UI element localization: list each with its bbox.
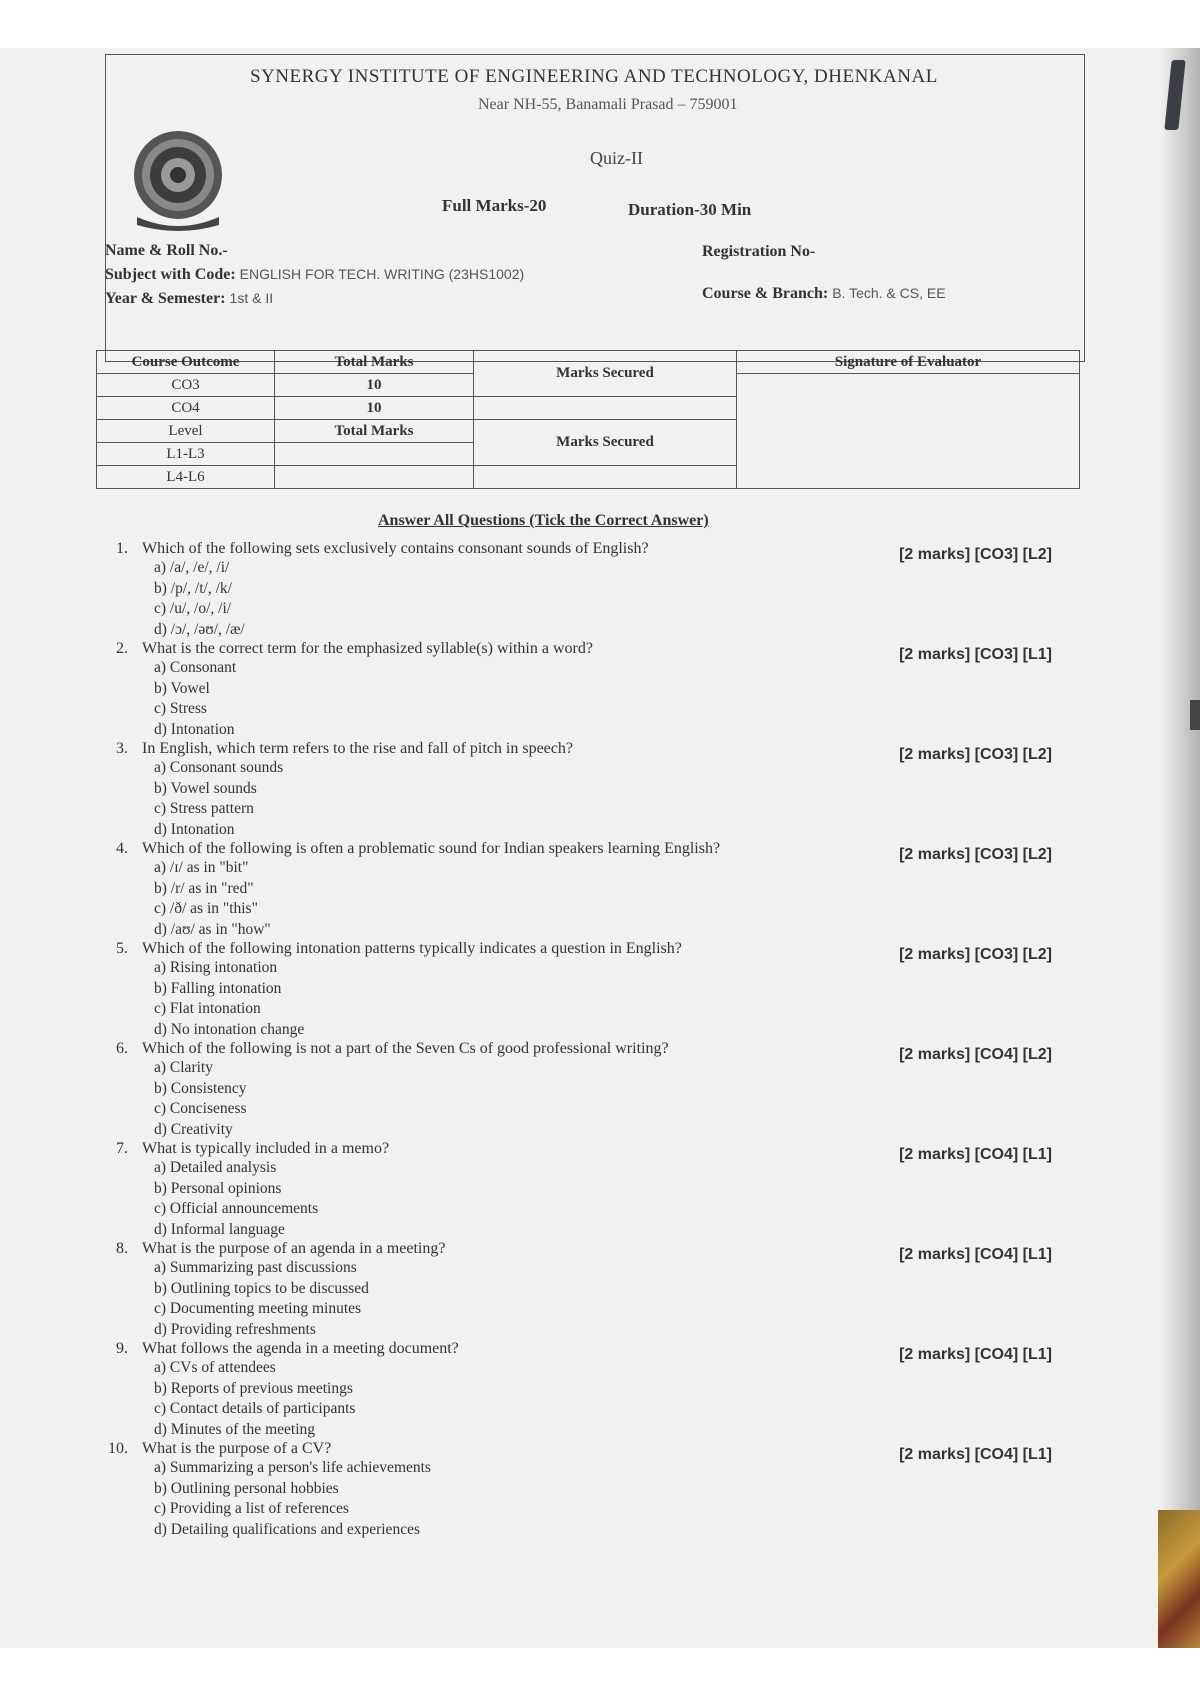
option-list <box>154 758 1090 840</box>
question-5 <box>90 940 1090 1040</box>
answer-option[interactable]: b) Personal opinions <box>154 1179 282 1197</box>
question-marks: [2 marks] [CO3] [L2] <box>899 946 1052 963</box>
question-text: In English, which term refers to the rise and fall of pitch in speech? <box>142 740 573 757</box>
question-number: 3. <box>116 740 128 757</box>
answer-option[interactable]: c) Documenting meeting minutes <box>154 1300 362 1317</box>
level-secured-header: Marks Secured <box>474 420 737 466</box>
answer-option[interactable]: b) Consistency <box>154 1079 247 1097</box>
co4-total-cell: 10 <box>275 397 474 420</box>
question-text: Which of the following is not a part of the Seven Cs of good professional writing? <box>142 1040 669 1057</box>
answer-option[interactable]: c) Stress <box>154 700 207 717</box>
answer-option[interactable]: b) Outlining topics to be discussed <box>154 1279 369 1297</box>
answer-option[interactable]: d) Intonation <box>154 820 235 838</box>
course-field <box>702 285 946 303</box>
level-total-header: Total Marks <box>275 420 474 443</box>
registration-label: Registration No- <box>702 243 816 260</box>
question-number: 4. <box>116 840 128 857</box>
full-marks: Full Marks-20 <box>442 196 547 215</box>
question-list <box>90 540 1090 1540</box>
question-marks: [2 marks] [CO4] [L1] <box>899 1346 1052 1363</box>
question-10 <box>90 1440 1090 1540</box>
course-label: Course & Branch: <box>702 285 829 302</box>
answer-option[interactable]: d) Minutes of the meeting <box>154 1420 315 1438</box>
question-marks: [2 marks] [CO4] [L1] <box>899 1446 1052 1463</box>
co4-secured-cell <box>474 397 737 420</box>
subject-value: ENGLISH FOR TECH. WRITING (23HS1002) <box>239 266 525 282</box>
question-text: Which of the following sets exclusively contains consonant sounds of English? <box>142 540 649 557</box>
answer-option[interactable]: a) /ɪ/ as in "bit" <box>154 859 249 876</box>
level-header: Level <box>97 420 275 443</box>
answer-option[interactable]: a) Consonant <box>154 659 237 676</box>
co4-cell: CO4 <box>97 397 275 420</box>
answer-option[interactable]: b) Outlining personal hobbies <box>154 1479 339 1497</box>
institute-logo-icon <box>125 125 231 231</box>
question-number: 2. <box>116 640 128 657</box>
option-list <box>154 1258 1090 1340</box>
question-marks: [2 marks] [CO4] [L1] <box>899 1246 1052 1263</box>
question-7 <box>90 1140 1090 1240</box>
question-text: What is the correct term for the emphasized syllable(s) within a word? <box>142 640 593 657</box>
answer-option[interactable]: c) Stress pattern <box>154 800 254 817</box>
registration-field <box>702 243 815 261</box>
question-marks: [2 marks] [CO3] [L2] <box>899 846 1052 863</box>
question-number: 5. <box>116 940 128 957</box>
instruction: Answer All Questions (Tick the Correct Answer) <box>378 512 709 529</box>
answer-option[interactable]: a) /a/, /e/, /i/ <box>154 559 230 576</box>
answer-option[interactable]: a) Clarity <box>154 1059 213 1076</box>
course-value: B. Tech. & CS, EE <box>832 285 946 301</box>
answer-option[interactable]: d) Intonation <box>154 720 235 738</box>
question-text: What is typically included in a memo? <box>142 1140 390 1157</box>
answer-option[interactable]: d) Informal language <box>154 1220 285 1238</box>
table-row <box>97 351 1080 374</box>
answer-option[interactable]: c) Providing a list of references <box>154 1500 349 1517</box>
answer-option[interactable]: d) Providing refreshments <box>154 1320 316 1338</box>
answer-option[interactable]: b) Falling intonation <box>154 979 282 997</box>
name-roll-field <box>105 242 228 260</box>
question-number: 9. <box>116 1340 128 1357</box>
answer-option[interactable]: d) Creativity <box>154 1120 233 1138</box>
signature-header: Signature of Evaluator <box>737 351 1080 374</box>
question-number: 1. <box>116 540 128 557</box>
question-number: 6. <box>116 1040 128 1057</box>
question-marks: [2 marks] [CO3] [L1] <box>899 646 1052 663</box>
institute-address: Near NH-55, Banamali Prasad – 759001 <box>478 96 738 113</box>
question-text: Which of the following is often a problematic sound for Indian speakers learning English? <box>142 840 721 857</box>
question-text: What is the purpose of an agenda in a meeting? <box>142 1240 446 1257</box>
answer-option[interactable]: a) Summarizing past discussions <box>154 1259 357 1276</box>
option-list <box>154 558 1090 640</box>
question-marks: [2 marks] [CO3] [L2] <box>899 546 1052 563</box>
question-9 <box>90 1340 1090 1440</box>
question-text: What is the purpose of a CV? <box>142 1440 332 1457</box>
answer-option[interactable]: b) Vowel <box>154 679 210 697</box>
question-2 <box>90 640 1090 740</box>
answer-option[interactable]: c) Contact details of participants <box>154 1400 356 1417</box>
question-8 <box>90 1240 1090 1340</box>
answer-option[interactable]: a) Rising intonation <box>154 959 278 976</box>
l2-total-cell <box>275 466 474 489</box>
question-6 <box>90 1040 1090 1140</box>
subject-field <box>105 266 524 284</box>
question-3 <box>90 740 1090 840</box>
answer-option[interactable]: c) Flat intonation <box>154 1000 261 1017</box>
course-outcome-header: Course Outcome <box>97 351 275 374</box>
question-text: What follows the agenda in a meeting document? <box>142 1340 459 1357</box>
total-marks-header: Total Marks <box>275 351 474 374</box>
option-list <box>154 958 1090 1040</box>
co3-total-cell: 10 <box>275 374 474 397</box>
option-list <box>154 1158 1090 1240</box>
answer-option[interactable]: c) Conciseness <box>154 1100 247 1117</box>
answer-option[interactable]: d) /ɔ/, /əʊ/, /æ/ <box>154 620 245 638</box>
question-number: 8. <box>116 1240 128 1257</box>
l1-cell: L1-L3 <box>97 443 275 466</box>
institute-name: SYNERGY INSTITUTE OF ENGINEERING AND TECHNOLOGY, DHENKANAL <box>250 66 938 87</box>
answer-option[interactable]: b) Reports of previous meetings <box>154 1379 353 1397</box>
question-marks: [2 marks] [CO3] [L2] <box>899 746 1052 763</box>
name-roll-label: Name & Roll No.- <box>105 242 228 259</box>
marks-table <box>96 350 1080 489</box>
answer-option[interactable]: a) Summarizing a person's life achievements <box>154 1459 431 1476</box>
quiz-title: Quiz-II <box>590 148 643 168</box>
answer-option[interactable]: a) Detailed analysis <box>154 1159 277 1176</box>
answer-option[interactable]: a) CVs of attendees <box>154 1359 276 1376</box>
question-text: Which of the following intonation patterns typically indicates a question in English? <box>142 940 682 957</box>
page-shadow <box>1160 48 1200 1648</box>
duration: Duration-30 Min <box>628 200 752 219</box>
answer-option[interactable]: b) Vowel sounds <box>154 779 257 797</box>
year-value: 1st & II <box>229 290 274 306</box>
subject-label: Subject with Code: <box>105 266 236 283</box>
answer-option[interactable]: c) Official announcements <box>154 1200 319 1217</box>
question-marks: [2 marks] [CO4] [L2] <box>899 1046 1052 1063</box>
question-marks: [2 marks] [CO4] [L1] <box>899 1146 1052 1163</box>
option-list <box>154 1458 1090 1540</box>
year-field <box>105 290 273 308</box>
marks-secured-header: Marks Secured <box>474 351 737 397</box>
l1-total-cell <box>275 443 474 466</box>
answer-option[interactable]: c) /u/, /o/, /i/ <box>154 600 232 617</box>
question-4 <box>90 840 1090 940</box>
co3-cell: CO3 <box>97 374 275 397</box>
answer-option[interactable]: b) /p/, /t/, /k/ <box>154 579 232 597</box>
year-label: Year & Semester: <box>105 290 226 307</box>
option-list <box>154 658 1090 740</box>
question-1 <box>90 540 1090 640</box>
option-list <box>154 1358 1090 1440</box>
l2-secured-cell <box>474 466 737 489</box>
edge-mark <box>1190 700 1200 730</box>
l2-cell: L4-L6 <box>97 466 275 489</box>
question-number: 10. <box>108 1440 128 1457</box>
signature-cell <box>737 374 1080 489</box>
answer-option[interactable]: d) /aʊ/ as in "how" <box>154 920 271 938</box>
option-list <box>154 1058 1090 1140</box>
answer-option[interactable]: d) No intonation change <box>154 1020 305 1038</box>
answer-option[interactable]: d) Detailing qualifications and experiences <box>154 1520 420 1538</box>
answer-option[interactable]: c) /ð/ as in "this" <box>154 900 258 917</box>
option-list <box>154 858 1090 940</box>
answer-option[interactable]: a) Consonant sounds <box>154 759 284 776</box>
background-cloth <box>1158 1510 1200 1648</box>
question-number: 7. <box>116 1140 128 1157</box>
answer-option[interactable]: b) /r/ as in "red" <box>154 879 254 897</box>
